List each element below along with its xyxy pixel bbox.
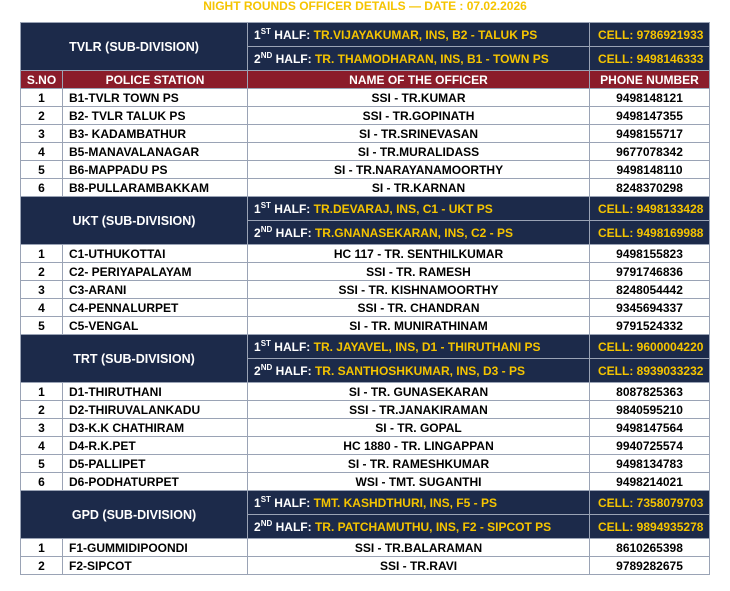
subdivision-header xyxy=(21,23,710,47)
second-half-cell: CELL: 8939033232 xyxy=(590,359,710,383)
table-row: 2 F2-SIPCOT SSI - TR.RAVI 9789282675 xyxy=(21,557,710,575)
second-half-officer: 2ND HALF: TR. PATCHAMUTHU, INS, F2 - SIPCOT PS xyxy=(248,515,590,539)
table-row: 1 D1-THIRUTHANI SI - TR. GUNASEKARAN 8087825363 xyxy=(21,383,710,401)
subdivision-header xyxy=(21,491,710,515)
night-rounds-table xyxy=(20,22,710,575)
table-row: 2 C2- PERIYAPALAYAM SSI - TR. RAMESH 9791746836 xyxy=(21,263,710,281)
subdivision-name: TVLR (SUB-DIVISION) xyxy=(21,23,248,71)
col-phone: PHONE NUMBER xyxy=(590,71,710,89)
second-half-officer: 2ND HALF: TR. THAMODHARAN, INS, B1 - TOWN PS xyxy=(248,47,590,71)
col-station: POLICE STATION xyxy=(63,71,248,89)
table-row: 3 D3-K.K CHATHIRAM SI - TR. GOPAL 9498147564 xyxy=(21,419,710,437)
second-half-cell: CELL: 9894935278 xyxy=(590,515,710,539)
first-half-cell: CELL: 7358079703 xyxy=(590,491,710,515)
table-row: 4 B5-MANAVALANAGAR SI - TR.MURALIDASS 9677078342 xyxy=(21,143,710,161)
second-half-officer: 2ND HALF: TR.GNANASEKARAN, INS, C2 - PS xyxy=(248,221,590,245)
column-header-row xyxy=(21,71,710,89)
second-half-cell: CELL: 9498169988 xyxy=(590,221,710,245)
second-half-officer: 2ND HALF: TR. SANTHOSHKUMAR, INS, D3 - PS xyxy=(248,359,590,383)
page-title: NIGHT ROUNDS OFFICER DETAILS — DATE : 07.02.2026 xyxy=(0,0,730,14)
subdivision-name: GPD (SUB-DIVISION) xyxy=(21,491,248,539)
col-sno: S.NO xyxy=(21,71,63,89)
first-half-cell: CELL: 9786921933 xyxy=(590,23,710,47)
first-half-officer: 1ST HALF: TR.VIJAYAKUMAR, INS, B2 - TALUK PS xyxy=(248,23,590,47)
table-row: 3 B3- KADAMBATHUR SI - TR.SRINEVASAN 9498155717 xyxy=(21,125,710,143)
first-half-cell: CELL: 9498133428 xyxy=(590,197,710,221)
table-row: 5 C5-VENGAL SI - TR. MUNIRATHINAM 9791524332 xyxy=(21,317,710,335)
table-row: 4 D4-R.K.PET HC 1880 - TR. LINGAPPAN 9940725574 xyxy=(21,437,710,455)
table-row: 6 B8-PULLARAMBAKKAM SI - TR.KARNAN 8248370298 xyxy=(21,179,710,197)
first-half-officer: 1ST HALF: TR. JAYAVEL, INS, D1 - THIRUTHANI PS xyxy=(248,335,590,359)
subdivision-name: TRT (SUB-DIVISION) xyxy=(21,335,248,383)
first-half-officer: 1ST HALF: TR.DEVARAJ, INS, C1 - UKT PS xyxy=(248,197,590,221)
table-row: 6 D6-PODHATURPET WSI - TMT. SUGANTHI 9498214021 xyxy=(21,473,710,491)
table-row: 1 F1-GUMMIDIPOONDI SSI - TR.BALARAMAN 8610265398 xyxy=(21,539,710,557)
table-row: 2 D2-THIRUVALANKADU SSI - TR.JANAKIRAMAN 9840595210 xyxy=(21,401,710,419)
table-row: 1 B1-TVLR TOWN PS SSI - TR.KUMAR 9498148121 xyxy=(21,89,710,107)
first-half-officer: 1ST HALF: TMT. KASHDTHURI, INS, F5 - PS xyxy=(248,491,590,515)
table-row: 4 C4-PENNALURPET SSI - TR. CHANDRAN 9345694337 xyxy=(21,299,710,317)
table-row: 5 D5-PALLIPET SI - TR. RAMESHKUMAR 9498134783 xyxy=(21,455,710,473)
subdivision-name: UKT (SUB-DIVISION) xyxy=(21,197,248,245)
table-row: 5 B6-MAPPADU PS SI - TR.NARAYANAMOORTHY 9498148110 xyxy=(21,161,710,179)
table-row: 2 B2- TVLR TALUK PS SSI - TR.GOPINATH 9498147355 xyxy=(21,107,710,125)
col-officer: NAME OF THE OFFICER xyxy=(248,71,590,89)
second-half-cell: CELL: 9498146333 xyxy=(590,47,710,71)
table-row: 3 C3-ARANI SSI - TR. KISHNAMOORTHY 8248054442 xyxy=(21,281,710,299)
subdivision-header xyxy=(21,197,710,221)
first-half-cell: CELL: 9600004220 xyxy=(590,335,710,359)
table-row: 1 C1-UTHUKOTTAI HC 117 - TR. SENTHILKUMAR 9498155823 xyxy=(21,245,710,263)
subdivision-header xyxy=(21,335,710,359)
